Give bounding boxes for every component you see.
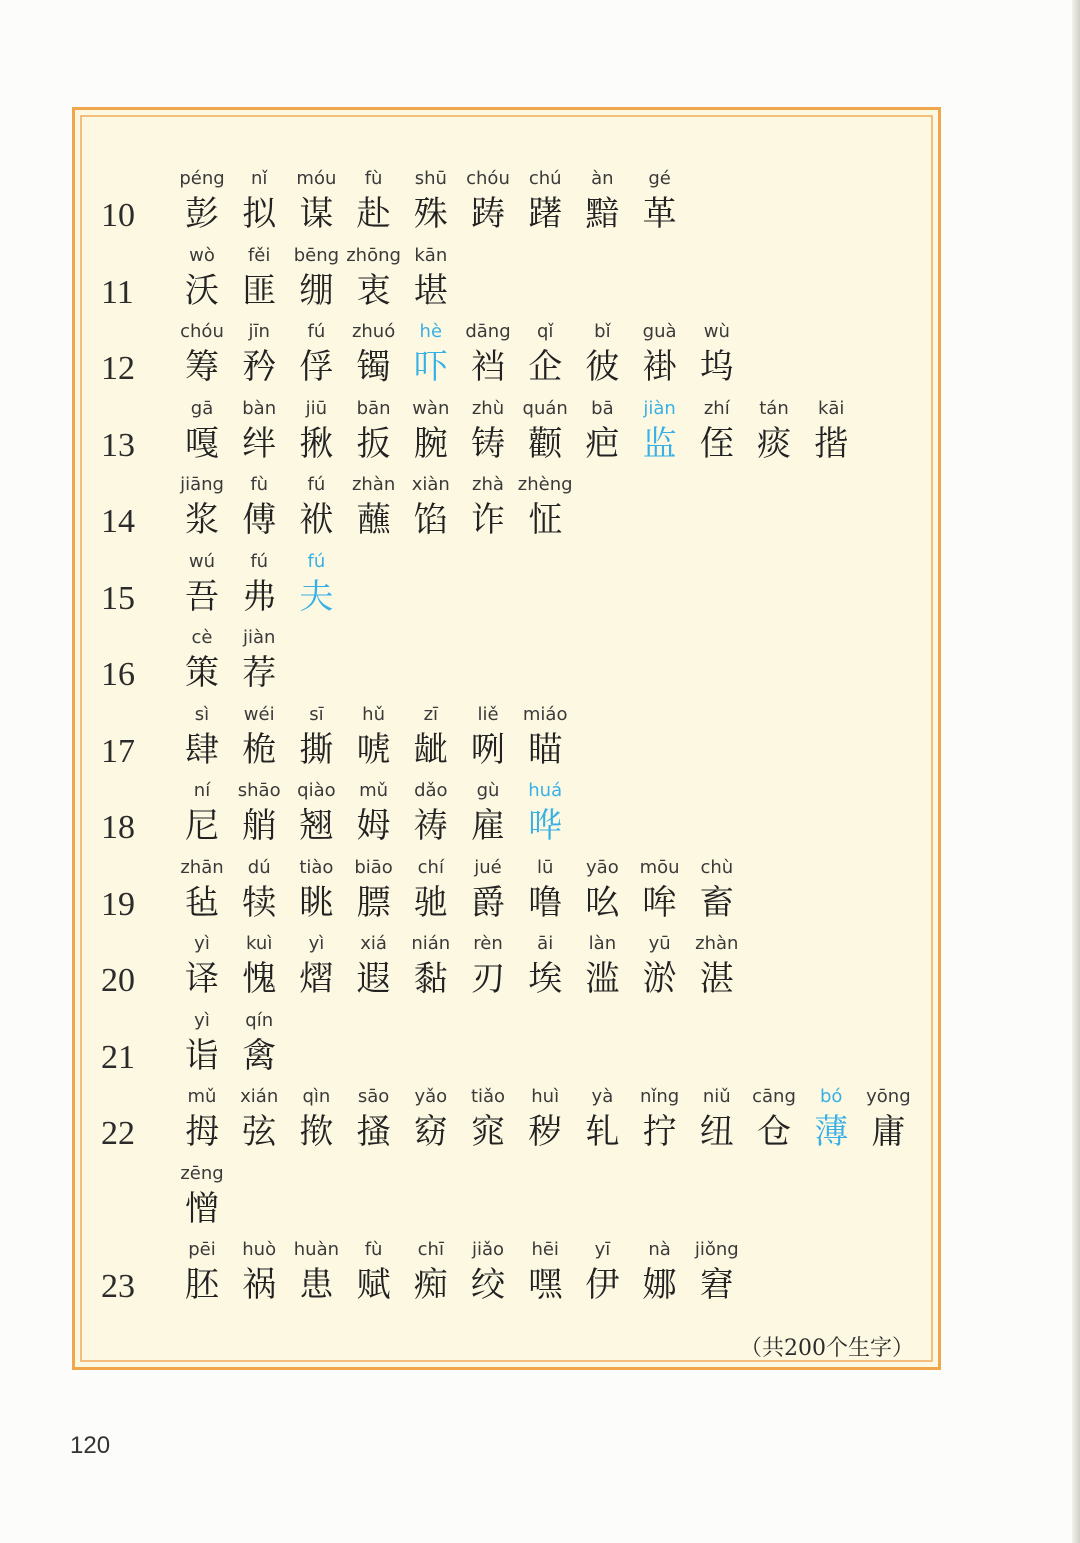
hanzi: 嘎 — [185, 423, 219, 464]
pinyin: shū — [414, 168, 447, 189]
pinyin: móu — [296, 168, 337, 189]
pinyin: sì — [194, 703, 210, 725]
pinyin: tiào — [299, 856, 334, 878]
pinyin: zhàn — [695, 933, 739, 954]
hanzi: 憎 — [185, 1188, 219, 1229]
pinyin: làn — [588, 933, 617, 954]
pinyin: wàn — [412, 397, 450, 419]
pinyin: cāng — [752, 1086, 796, 1107]
hanzi: 袱 — [299, 500, 334, 540]
pinyin: chóu — [180, 321, 224, 342]
hanzi: 镯 — [356, 347, 391, 387]
hanzi: 湛 — [699, 959, 734, 999]
character-cell — [230, 1008, 288, 1084]
lesson-row — [75, 1161, 938, 1237]
hanzi: 拟 — [242, 194, 277, 234]
hanzi: 彭 — [185, 194, 219, 234]
pinyin: tiǎo — [470, 1086, 506, 1107]
pinyin: gā — [190, 397, 214, 419]
pinyin: yōng — [866, 1086, 911, 1107]
pinyin: dǎo — [414, 780, 448, 801]
character-cell-polyphonic — [516, 778, 574, 854]
pinyin: qín — [245, 1009, 274, 1031]
hanzi: 荐 — [242, 653, 277, 693]
lesson-row — [75, 472, 938, 548]
hanzi: 肆 — [185, 729, 219, 770]
pinyin: wù — [703, 321, 730, 342]
hanzi: 瞄 — [528, 729, 563, 770]
lesson-row — [75, 396, 938, 472]
pinyin: bān — [356, 397, 391, 419]
pinyin: cè — [191, 627, 213, 648]
pinyin: zī — [423, 703, 439, 725]
hanzi: 噜 — [528, 882, 563, 923]
hanzi: 吾 — [185, 576, 219, 617]
lesson-number: 17 — [101, 732, 135, 770]
hanzi: 淤 — [642, 959, 677, 999]
pinyin: fù — [364, 1239, 383, 1260]
lesson-row — [75, 1237, 938, 1313]
hanzi: 绊 — [242, 423, 277, 464]
hanzi: 弗 — [242, 576, 277, 617]
pinyin: mǔ — [187, 1086, 217, 1107]
pinyin: yī — [594, 1239, 611, 1260]
hanzi: 策 — [185, 653, 219, 693]
hanzi: 膘 — [356, 882, 391, 923]
pinyin: kuì — [246, 933, 273, 954]
pinyin: tán — [759, 397, 789, 419]
hanzi: 尼 — [185, 806, 219, 846]
hanzi: 熠 — [299, 959, 334, 999]
hanzi: 蘸 — [356, 500, 391, 540]
lesson-row — [75, 778, 938, 854]
pinyin: zhèng — [517, 474, 573, 495]
hanzi: 嘿 — [528, 1265, 563, 1305]
pinyin: zēng — [180, 1162, 224, 1184]
pinyin: bàn — [242, 397, 277, 419]
lesson-number: 22 — [101, 1115, 135, 1152]
pinyin: dāng — [465, 321, 511, 342]
hanzi: 褂 — [642, 347, 677, 387]
pinyin: ní — [193, 780, 211, 801]
hanzi: 埃 — [528, 959, 563, 999]
hanzi: 患 — [299, 1265, 334, 1305]
lesson-number: 15 — [101, 579, 135, 617]
pinyin: sī — [309, 703, 324, 725]
hanzi: 伊 — [585, 1265, 620, 1305]
hanzi: 彼 — [585, 347, 620, 387]
pinyin: mōu — [639, 856, 680, 878]
character-table-frame — [72, 107, 941, 1370]
pinyin: péng — [179, 168, 225, 189]
lesson-row — [75, 625, 938, 701]
hanzi: 吆 — [585, 882, 620, 923]
lesson-number: 19 — [101, 885, 135, 923]
pinyin: gù — [476, 780, 500, 801]
character-cell-polyphonic — [287, 549, 345, 625]
hanzi: 纽 — [699, 1112, 734, 1152]
pinyin: wéi — [243, 703, 275, 725]
pinyin: yà — [591, 1086, 614, 1107]
hanzi: 裆 — [471, 347, 505, 387]
pinyin: kāi — [817, 397, 845, 419]
hanzi: 译 — [185, 959, 219, 999]
hanzi: 怔 — [528, 500, 563, 540]
hanzi: 滥 — [585, 959, 620, 999]
character-cell — [631, 166, 689, 242]
hanzi: 痴 — [413, 1265, 448, 1305]
hanzi: 龇 — [413, 729, 448, 770]
pinyin: chù — [700, 856, 734, 878]
hanzi: 祷 — [413, 806, 448, 846]
pinyin: quán — [522, 397, 568, 419]
pinyin: chú — [528, 168, 562, 189]
hanzi: 企 — [528, 347, 563, 387]
pinyin: nǐng — [639, 1086, 680, 1107]
pinyin: chóu — [466, 168, 510, 189]
hanzi: 沃 — [185, 270, 219, 311]
lesson-number: 12 — [101, 350, 135, 387]
hanzi: 揩 — [814, 423, 849, 464]
pinyin: sāo — [357, 1086, 390, 1107]
hanzi: 姆 — [356, 806, 391, 846]
hanzi: 殊 — [413, 194, 448, 234]
hanzi: 扳 — [356, 423, 391, 464]
hanzi: 吓 — [413, 347, 448, 387]
pinyin: chī — [417, 1239, 444, 1260]
character-cell — [688, 855, 746, 931]
hanzi: 哞 — [642, 882, 677, 923]
hanzi: 筹 — [185, 347, 219, 387]
pinyin: zhù — [471, 397, 505, 419]
hanzi: 俘 — [299, 347, 334, 387]
lesson-row — [75, 549, 938, 625]
hanzi: 浆 — [185, 500, 219, 540]
hanzi: 拧 — [642, 1112, 677, 1152]
hanzi: 痰 — [757, 423, 791, 464]
page-edge — [1072, 0, 1080, 1543]
pinyin: nà — [648, 1239, 671, 1260]
pinyin: nián — [411, 933, 451, 954]
pinyin: hǔ — [362, 703, 385, 725]
pinyin: wò — [189, 244, 215, 266]
lesson-number: 10 — [101, 197, 135, 234]
hanzi: 堪 — [413, 270, 448, 311]
character-cell — [802, 396, 860, 472]
pinyin: bǐ — [594, 321, 611, 342]
hanzi: 诣 — [185, 1035, 219, 1076]
lesson-row — [75, 243, 938, 319]
hanzi: 监 — [642, 423, 677, 464]
character-cell — [688, 931, 746, 1007]
lesson-row — [75, 931, 938, 1007]
hanzi: 揿 — [299, 1112, 334, 1152]
pinyin: xiá — [360, 933, 387, 954]
pinyin: fù — [250, 474, 269, 495]
hanzi: 坞 — [699, 347, 734, 387]
hanzi: 眺 — [299, 882, 334, 923]
pinyin: lū — [536, 856, 554, 878]
pinyin: fù — [364, 168, 383, 189]
pinyin: yū — [648, 933, 671, 954]
pinyin: yì — [194, 1009, 210, 1031]
hanzi: 革 — [642, 194, 677, 234]
pinyin: huì — [531, 1086, 560, 1107]
hanzi: 薄 — [814, 1112, 849, 1152]
pinyin: niǔ — [702, 1086, 731, 1107]
pinyin: shāo — [237, 780, 281, 801]
hanzi: 翘 — [299, 806, 334, 846]
hanzi: 绞 — [471, 1265, 505, 1305]
page-number: 120 — [70, 1432, 111, 1459]
hanzi: 赋 — [356, 1265, 391, 1305]
hanzi: 仓 — [757, 1112, 791, 1152]
pinyin: jué — [474, 856, 502, 878]
character-cell — [402, 243, 460, 319]
hanzi: 撕 — [299, 729, 334, 770]
pinyin: biāo — [354, 856, 393, 878]
pinyin: jiū — [305, 397, 328, 419]
hanzi: 傅 — [242, 500, 277, 540]
hanzi: 馅 — [413, 500, 448, 540]
hanzi: 艄 — [242, 806, 277, 846]
hanzi: 咧 — [471, 729, 505, 770]
hanzi: 谋 — [299, 194, 334, 234]
pinyin: huá — [528, 780, 563, 801]
hanzi: 铸 — [471, 423, 505, 464]
pinyin: jiāng — [180, 474, 224, 495]
lesson-number: 18 — [101, 809, 135, 846]
character-cell — [230, 625, 288, 701]
lesson-row — [75, 702, 938, 778]
hanzi: 躇 — [528, 194, 563, 234]
hanzi: 遐 — [356, 959, 391, 999]
character-cell — [173, 1161, 231, 1237]
lesson-number: 20 — [101, 962, 135, 999]
hanzi: 侄 — [699, 423, 734, 464]
pinyin: zhí — [703, 397, 730, 419]
pinyin: yǎo — [414, 1086, 448, 1107]
character-cell — [859, 1084, 917, 1160]
pinyin: qiào — [297, 780, 336, 801]
hanzi: 绷 — [299, 270, 334, 311]
lesson-row — [75, 319, 938, 395]
lesson-number: 21 — [101, 1038, 135, 1076]
hanzi: 愧 — [242, 959, 277, 999]
pinyin: zhuó — [351, 321, 396, 342]
hanzi: 哗 — [528, 806, 563, 846]
pinyin: bā — [591, 397, 614, 419]
lesson-number: 23 — [101, 1268, 135, 1305]
pinyin: jiàn — [643, 397, 676, 419]
pinyin: huàn — [293, 1239, 340, 1260]
hanzi: 揪 — [299, 423, 334, 464]
hanzi: 禽 — [242, 1035, 277, 1076]
pinyin: jīn — [248, 321, 270, 342]
pinyin: jiàn — [242, 627, 276, 648]
pinyin: guà — [642, 321, 677, 342]
pinyin: rèn — [473, 933, 503, 954]
hanzi: 拇 — [185, 1112, 219, 1152]
lesson-row — [75, 1084, 938, 1160]
character-cell — [516, 472, 574, 548]
pinyin: zhàn — [351, 474, 396, 495]
hanzi: 轧 — [585, 1112, 620, 1152]
hanzi: 搔 — [356, 1112, 391, 1152]
pinyin: dú — [247, 856, 271, 878]
hanzi: 窘 — [699, 1265, 734, 1305]
hanzi: 衷 — [356, 270, 391, 311]
hanzi: 桅 — [242, 729, 277, 770]
pinyin: xiàn — [411, 474, 450, 495]
pinyin: xián — [240, 1086, 279, 1107]
pinyin: fú — [307, 474, 326, 495]
hanzi: 颧 — [528, 423, 563, 464]
lesson-row — [75, 166, 938, 242]
pinyin: wú — [188, 550, 216, 572]
hanzi: 黯 — [585, 194, 620, 234]
pinyin: hēi — [531, 1239, 559, 1260]
pinyin: fú — [250, 550, 269, 572]
pinyin: fú — [307, 321, 326, 342]
lesson-number: 13 — [101, 426, 135, 464]
hanzi: 秽 — [528, 1112, 563, 1152]
hanzi: 踌 — [471, 194, 505, 234]
hanzi: 畜 — [699, 882, 734, 923]
pinyin: kān — [414, 244, 448, 266]
hanzi: 胚 — [185, 1265, 219, 1305]
pinyin: hè — [419, 321, 443, 342]
pinyin: fěi — [247, 244, 271, 266]
hanzi: 驰 — [413, 882, 448, 923]
hanzi: 窕 — [471, 1112, 505, 1152]
hanzi: 唬 — [356, 729, 391, 770]
pinyin: qǐ — [536, 321, 554, 342]
lesson-number: 11 — [101, 273, 134, 311]
pinyin: huò — [242, 1239, 277, 1260]
hanzi: 庸 — [871, 1112, 906, 1152]
pinyin: yì — [308, 933, 325, 954]
hanzi: 祸 — [242, 1265, 277, 1305]
pinyin: bēng — [293, 244, 340, 266]
hanzi: 爵 — [471, 882, 505, 923]
pinyin: yāo — [586, 856, 619, 878]
hanzi: 矜 — [242, 347, 277, 387]
pinyin: nǐ — [250, 168, 268, 189]
hanzi: 雇 — [471, 806, 505, 846]
pinyin: āi — [537, 933, 554, 954]
hanzi: 赴 — [356, 194, 391, 234]
hanzi: 夫 — [299, 576, 334, 617]
pinyin: àn — [591, 168, 614, 189]
pinyin: zhōng — [346, 244, 401, 266]
hanzi: 腕 — [413, 423, 448, 464]
pinyin: gé — [648, 168, 671, 189]
pinyin: zhà — [472, 474, 504, 495]
hanzi: 毡 — [185, 882, 219, 923]
hanzi: 娜 — [642, 1265, 677, 1305]
hanzi: 诈 — [471, 500, 505, 540]
character-cell — [516, 702, 574, 778]
character-cell — [688, 1237, 746, 1313]
total-characters-note: （共200个生字） — [740, 1336, 914, 1361]
pinyin: fú — [307, 550, 326, 572]
lesson-number: 16 — [101, 656, 135, 693]
pinyin: jiǎo — [471, 1239, 505, 1260]
character-cell — [688, 319, 746, 395]
hanzi: 黏 — [413, 959, 448, 999]
pinyin: miáo — [522, 703, 568, 725]
hanzi: 窈 — [413, 1112, 448, 1152]
pinyin: yì — [194, 933, 210, 954]
pinyin: chí — [417, 856, 444, 878]
hanzi: 匪 — [242, 270, 277, 311]
pinyin: bó — [819, 1086, 843, 1107]
pinyin: qìn — [302, 1086, 331, 1107]
pinyin: mǔ — [359, 780, 389, 801]
lesson-number: 14 — [101, 503, 135, 540]
lesson-row — [75, 1008, 938, 1084]
pinyin: liě — [477, 703, 499, 725]
pinyin: pēi — [188, 1239, 216, 1260]
hanzi: 疤 — [585, 423, 620, 464]
hanzi: 弦 — [242, 1112, 277, 1152]
pinyin: jiǒng — [694, 1239, 739, 1260]
hanzi: 犊 — [242, 882, 277, 923]
pinyin: zhān — [180, 856, 224, 878]
lesson-row — [75, 855, 938, 931]
hanzi: 刃 — [471, 959, 505, 999]
